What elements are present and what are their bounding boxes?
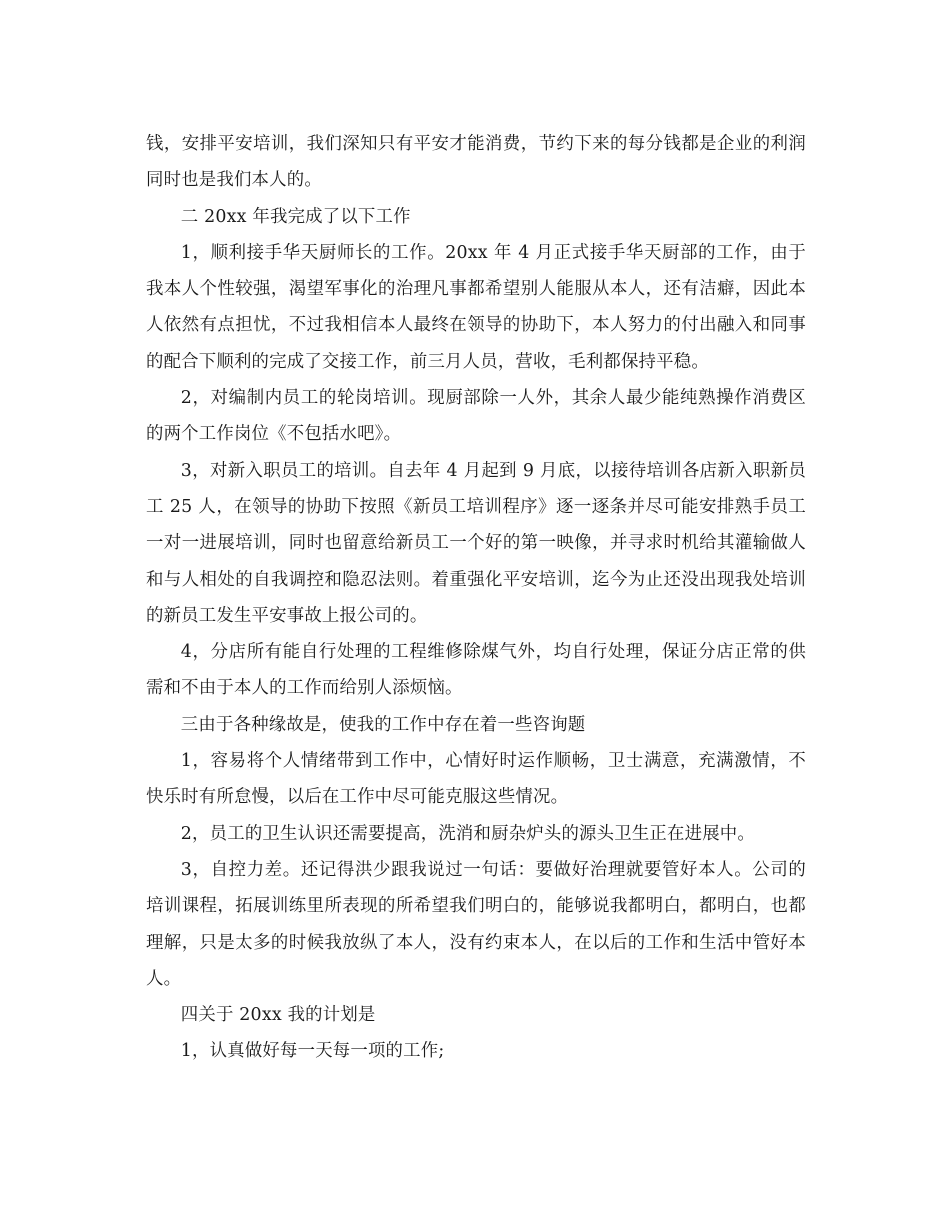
paragraph-2-item-4: 4，分店所有能自行处理的工程维修除煤气外，均自行处理，保证分店正常的供需和不由于本人的工作而给别人添烦恼。 bbox=[146, 642, 806, 699]
section-heading-2: 二 20xx 年我完成了以下工作 bbox=[180, 206, 411, 227]
paragraph-1: 钱，安排平安培训，我们深知只有平安才能消费，节约下来的每分钱都是企业的利润同时也是我们本人的。 bbox=[146, 134, 806, 191]
paragraph-3-item-3: 3，自控力差。还记得洪少跟我说过一句话：要做好治理就要管好本人。公司的培训课程，拓展训练里所表现的所希望我们明白的，能够说我都明白，都明白，也都理解，只是太多的时候我放纵了本人，没有约束本人，在以后的工作和生活中管好本人。 bbox=[146, 859, 806, 989]
section-heading-3: 三由于各种缘故是，使我的工作中存在着一些咨询题 bbox=[180, 714, 586, 735]
document-body bbox=[146, 126, 806, 1070]
paragraph-4-item-1: 1，认真做好每一天每一项的工作; bbox=[180, 1041, 445, 1062]
paragraph-2-item-3: 3，对新入职员工的培训。自去年 4 月起到 9 月底，以接待培训各店新入职新员工 25 人，在领导的协助下按照《新员工培训程序》逐一逐条并尽可能安排熟手员工一对一进展培训，同时也留意给新员工一个好的第一映像，并寻求时机给其灌输做人和与人相处的自我调控和隐忍法则。着重强化平安培训，迄今为止还没出现我处培训的新员工发生平安事故上报公司的。 bbox=[146, 460, 806, 626]
paragraph-3-item-1: 1，容易将个人情绪带到工作中，心情好时运作顺畅，卫士满意，充满激情，不快乐时有所怠慢，以后在工作中尽可能克服这些情况。 bbox=[146, 751, 806, 808]
section-heading-4: 四关于 20xx 我的计划是 bbox=[180, 1005, 376, 1026]
paragraph-2-item-1: 1，顺利接手华天厨师长的工作。20xx 年 4 月正式接手华天厨部的工作，由于我本人个性较强，渴望军事化的治理凡事都希望别人能服从本人，还有洁癖，因此本人依然有点担忧，不过我相信本人最终在领导的协助下，本人努力的付出融入和同事的配合下顺利的完成了交接工作，前三月人员，营收，毛利都保持平稳。 bbox=[146, 242, 806, 372]
paragraph-3-item-2: 2，员工的卫生认识还需要提高，洗消和厨杂炉头的源头卫生正在进展中。 bbox=[180, 823, 755, 844]
paragraph-2-item-2: 2，对编制内员工的轮岗培训。现厨部除一人外，其余人最少能纯熟操作消费区的两个工作岗位《不包括水吧》。 bbox=[146, 388, 806, 445]
